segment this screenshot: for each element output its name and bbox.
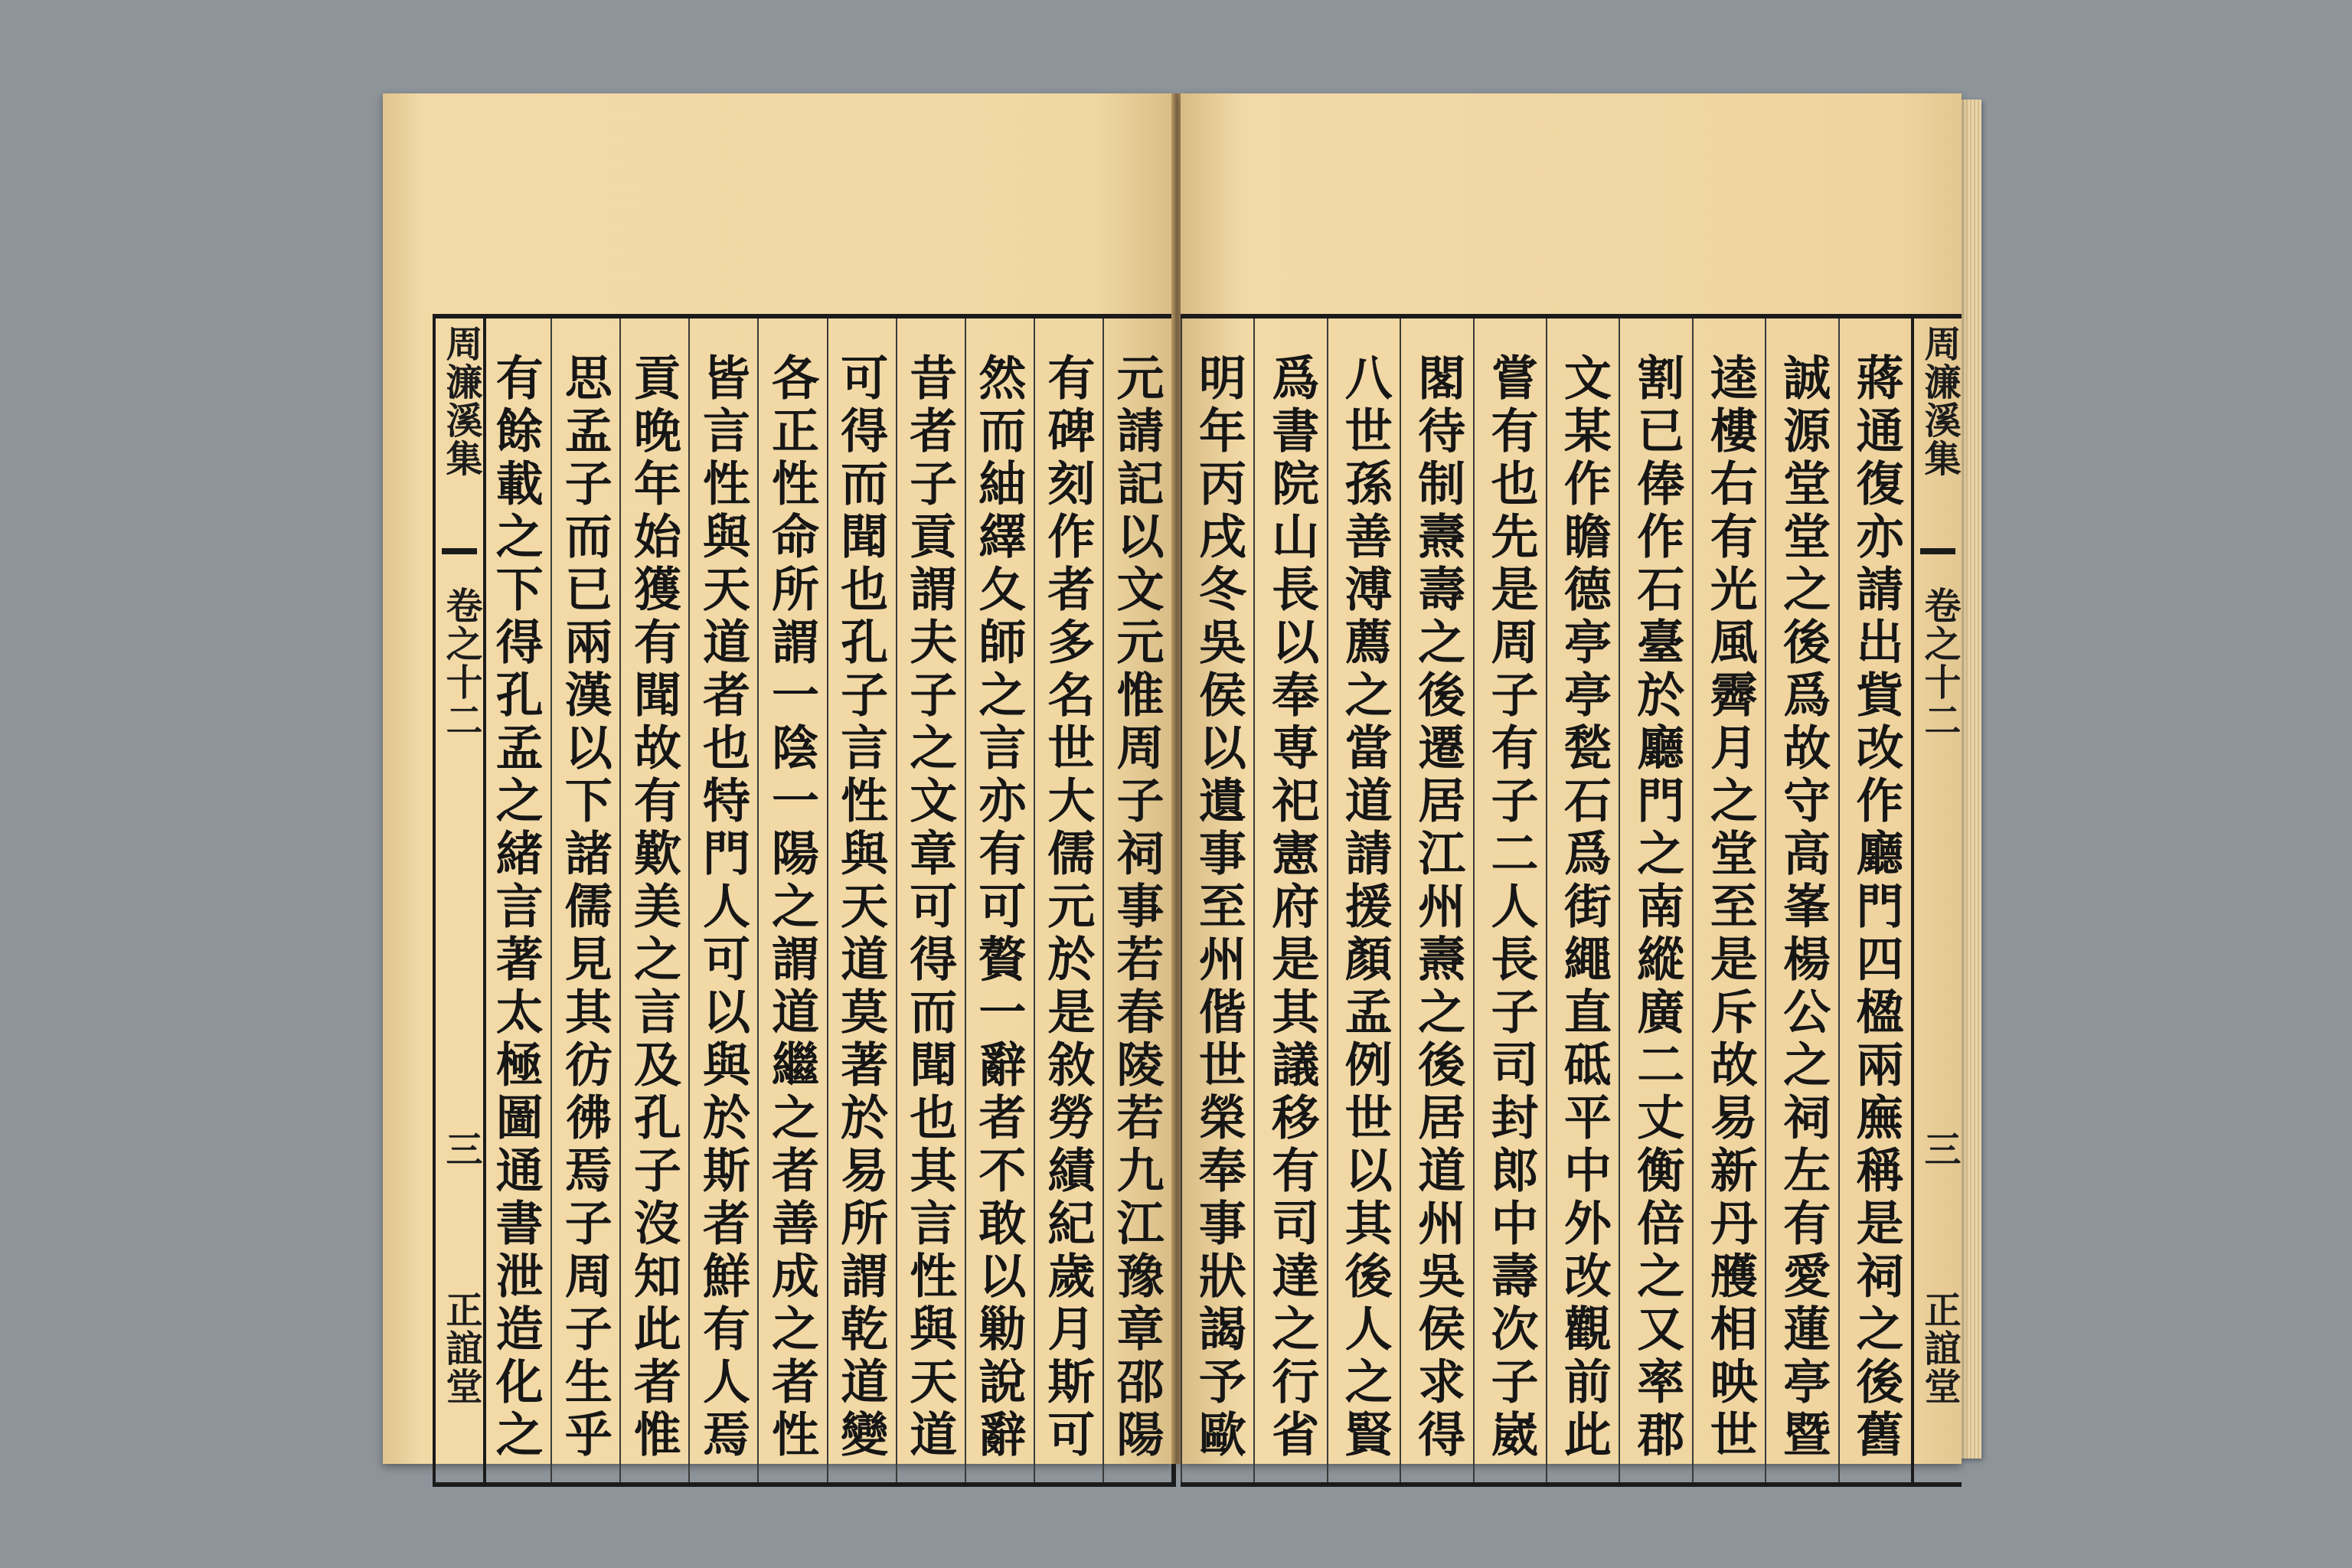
banxin-title: 周濂溪集: [439, 325, 482, 478]
text-column: 割已俸作石臺於廳門之南縱廣二丈衡倍之又率郡: [1619, 318, 1691, 1482]
right-text-columns: [1181, 318, 1911, 1482]
open-book: [383, 93, 1975, 1472]
text-column: 有餘載之下得孔孟之緒言著太極圖通書泄造化之: [488, 352, 544, 1462]
fish-tail-mark: [442, 548, 477, 570]
text-column: 明年丙戌冬吳侯以遺事至州偕世榮奉事狀謁予歐: [1181, 318, 1253, 1482]
left-banxin: [433, 318, 486, 1482]
banxin-hall-name: 正誼堂: [439, 1291, 482, 1406]
text-column: 然而紬繹夂師之言亦有可贅一辭者不敢以勦說辭: [965, 318, 1034, 1482]
text-column: 嘗有也先是周子有子二人長子司封郎中壽次子崴: [1473, 318, 1546, 1482]
banxin-volume: 卷之十二: [439, 586, 482, 740]
text-column: 思孟子而已兩漢以下諸儒見其彷彿焉子周子生乎: [550, 318, 619, 1482]
text-column: 元請記以文元惟周子祠事若春陵若九江豫章邵陽: [1102, 318, 1171, 1482]
right-page: [1181, 93, 1962, 1464]
banxin-page-number: 三: [1918, 1130, 1961, 1168]
text-column: 皆言性與天道者也特門人可以與於斯者鮮有人焉: [688, 318, 757, 1482]
text-column: 爲書院山長以奉専祀憲府是其議移有司達之行省: [1253, 318, 1326, 1482]
banxin-hall-name: 正誼堂: [1918, 1291, 1961, 1406]
text-column: 貢晚年始獲有聞故有歎美之言及孔子沒知此者惟: [619, 318, 688, 1482]
left-text-columns: [483, 318, 1171, 1482]
text-column: 八世孫善溥薦之當道請援顏孟例世以其後人之賢: [1327, 318, 1400, 1482]
right-page-frame: [1181, 314, 1962, 1487]
left-page: [383, 93, 1173, 1464]
text-column: 閣待制燾壽之後遷居江州燾之後居道州吳侯求得: [1400, 318, 1472, 1482]
text-column: 有碑刻作者多名世大儒元於是敘勞績紀歲月斯可: [1034, 318, 1102, 1482]
text-column: 昔者子貢謂夫子之文章可得而聞也其言性與天道: [896, 318, 965, 1482]
banxin-volume: 卷之十二: [1918, 586, 1961, 740]
text-column: 各正性命所謂一陰一陽之謂道繼之者善成之者性: [757, 318, 826, 1482]
banxin-title: 周濂溪集: [1918, 325, 1961, 478]
text-column: 蔣通復亦請出貲改作廳門四楹兩廡稱是祠之後舊: [1838, 318, 1911, 1482]
banxin-page-number: 三: [439, 1130, 482, 1168]
fish-tail-mark: [1920, 548, 1955, 570]
left-page-frame: [433, 314, 1176, 1487]
right-banxin: [1911, 318, 1962, 1482]
page-edges: [1960, 100, 1981, 1459]
text-column: 文某作瞻德亭亭甃石爲街繩直砥平中外改觀前此: [1546, 318, 1619, 1482]
text-column: 可得而聞也孔子言性與天道莫著於易所謂乾道變: [827, 318, 896, 1482]
text-column: 逵樓右有光風霽月之堂至是斥故易新丹雘相映世: [1692, 318, 1765, 1482]
text-column: 誠源堂堂之後爲故守高峯楊公之祠左有愛蓮亭暨: [1765, 318, 1838, 1482]
